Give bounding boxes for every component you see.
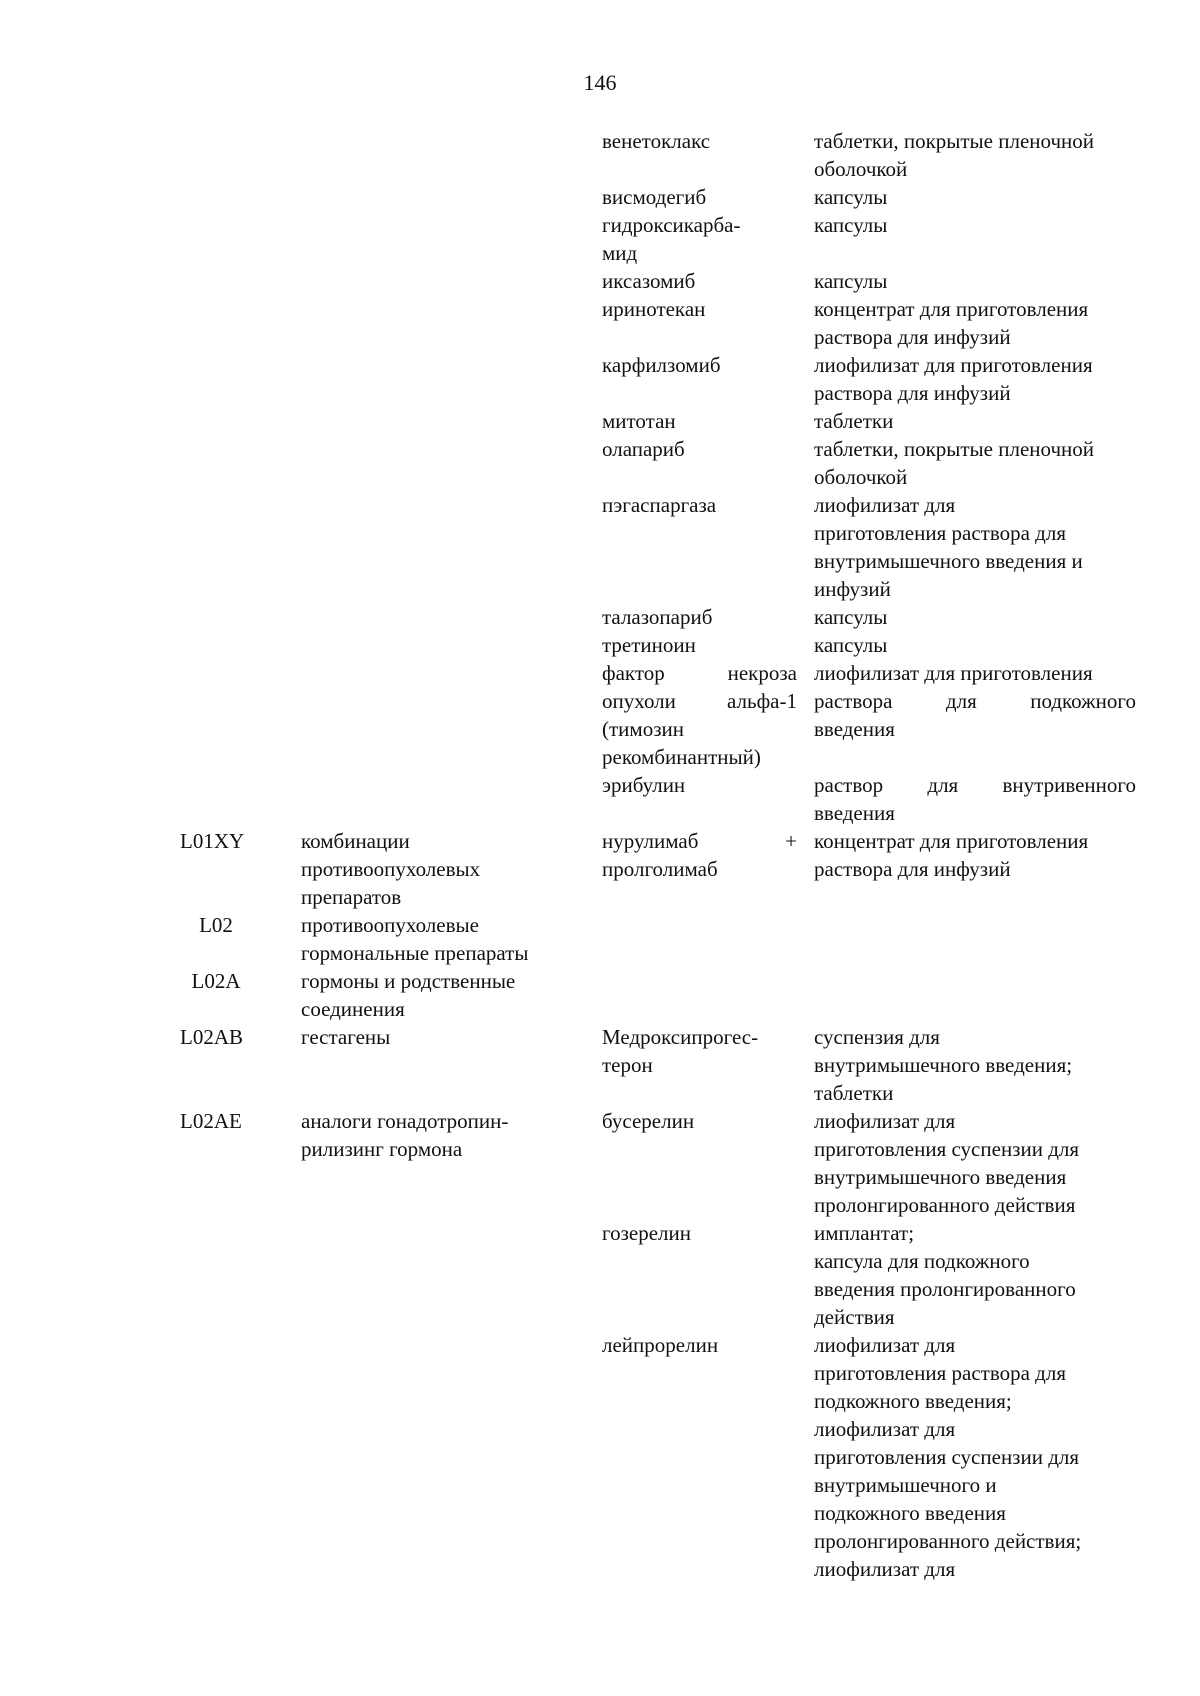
drug-name-line: иксазомиб bbox=[602, 269, 696, 293]
drug-name-line: нурулимаб + bbox=[602, 829, 797, 853]
drug-name-line: талазопариб bbox=[602, 605, 713, 629]
dosage-form-line: таблетки, покрытые пленочной bbox=[814, 129, 1095, 153]
drug-name bbox=[602, 491, 716, 519]
drug-name-line: фактор некроза bbox=[602, 661, 797, 685]
dosage-form-line: капсулы bbox=[814, 185, 888, 209]
atc-code: L01XY bbox=[180, 829, 245, 853]
dosage-form-line: подкожного введения bbox=[814, 1501, 1006, 1525]
dosage-form-line: лиофилизат для приготовления bbox=[814, 353, 1093, 377]
drug-name-line: иринотекан bbox=[602, 297, 706, 321]
dosage-form-line: таблетки bbox=[814, 1081, 894, 1105]
dosage-form-line: введения пролонгированного bbox=[814, 1277, 1076, 1301]
drug-name-line: Медроксипрогес- bbox=[602, 1025, 759, 1049]
dosage-form-line: таблетки, покрытые пленочной bbox=[814, 437, 1095, 461]
drug-name bbox=[602, 267, 695, 295]
dosage-form bbox=[814, 407, 893, 435]
dosage-form bbox=[814, 771, 1136, 827]
drug-name bbox=[602, 435, 685, 463]
drug-name bbox=[602, 211, 740, 267]
dosage-form-line: капсулы bbox=[814, 213, 888, 237]
dosage-form bbox=[814, 127, 1094, 183]
drug-name bbox=[602, 771, 685, 799]
dosage-form bbox=[814, 295, 1088, 351]
anatomical-group bbox=[301, 1023, 390, 1051]
dosage-form-line: капсулы bbox=[814, 605, 888, 629]
drug-name bbox=[602, 1023, 758, 1079]
atc-code: L02AB bbox=[180, 1025, 243, 1049]
dosage-form-line: концентрат для приготовления bbox=[814, 297, 1089, 321]
drug-name-line: гозерелин bbox=[602, 1221, 691, 1245]
dosage-form-line: введения bbox=[814, 717, 895, 741]
dosage-form-line: введения bbox=[814, 801, 895, 825]
dosage-form bbox=[814, 1219, 1076, 1331]
dosage-form bbox=[814, 1331, 1081, 1583]
drug-name bbox=[602, 351, 721, 379]
anatomical-group bbox=[301, 827, 480, 911]
dosage-form bbox=[814, 1107, 1079, 1219]
dosage-form-line: внутримышечного введения и bbox=[814, 549, 1083, 573]
dosage-form bbox=[814, 1023, 1072, 1107]
anatomical-group-line: гестагены bbox=[301, 1025, 391, 1049]
dosage-form bbox=[814, 183, 887, 211]
atc-code: L02 bbox=[199, 913, 233, 937]
dosage-form-line: раствор для внутривенного bbox=[814, 773, 1136, 797]
drug-name bbox=[602, 827, 797, 883]
drug-name-line: эрибулин bbox=[602, 773, 686, 797]
anatomical-group-line: противоопухолевых bbox=[301, 857, 481, 881]
anatomical-group-line: гормональные препараты bbox=[301, 941, 529, 965]
dosage-form-line: капсула для подкожного bbox=[814, 1249, 1030, 1273]
dosage-form-line: пролонгированного действия; bbox=[814, 1529, 1082, 1553]
dosage-form bbox=[814, 211, 887, 239]
drug-name-line: мид bbox=[602, 241, 638, 265]
dosage-form bbox=[814, 267, 887, 295]
dosage-form bbox=[814, 491, 1083, 603]
dosage-form bbox=[814, 435, 1094, 491]
drug-name-line: висмодегиб bbox=[602, 185, 707, 209]
dosage-form-line: имплантат; bbox=[814, 1221, 915, 1245]
dosage-form-line: внутримышечного введения; bbox=[814, 1053, 1073, 1077]
anatomical-group-line: противоопухолевые bbox=[301, 913, 479, 937]
drug-name bbox=[602, 127, 710, 155]
dosage-form-line: раствора для подкожного bbox=[814, 689, 1136, 713]
dosage-form-line: приготовления раствора для bbox=[814, 1361, 1066, 1385]
drug-name-line: олапариб bbox=[602, 437, 685, 461]
drug-name bbox=[602, 603, 712, 631]
dosage-form-line: оболочкой bbox=[814, 157, 908, 181]
dosage-form-line: приготовления суспензии для bbox=[814, 1137, 1080, 1161]
anatomical-group-line: препаратов bbox=[301, 885, 402, 909]
drug-name-line: карфилзомиб bbox=[602, 353, 721, 377]
dosage-form-line: оболочкой bbox=[814, 465, 908, 489]
dosage-form-line: приготовления раствора для bbox=[814, 521, 1066, 545]
drug-name-line: бусерелин bbox=[602, 1109, 695, 1133]
dosage-form-line: лиофилизат для bbox=[814, 1109, 956, 1133]
dosage-form bbox=[814, 827, 1088, 883]
drug-name-line: венетоклакс bbox=[602, 129, 711, 153]
dosage-form bbox=[814, 351, 1093, 407]
drug-name-line: рекомбинантный) bbox=[602, 745, 761, 769]
anatomical-group bbox=[301, 1107, 508, 1163]
dosage-form-line: раствора для инфузий bbox=[814, 381, 1011, 405]
dosage-form-line: капсулы bbox=[814, 633, 888, 657]
dosage-form-line: внутримышечного введения bbox=[814, 1165, 1067, 1189]
dosage-form-line: подкожного введения; bbox=[814, 1389, 1012, 1413]
dosage-form-line: лиофилизат для bbox=[814, 1333, 956, 1357]
anatomical-group-line: комбинации bbox=[301, 829, 410, 853]
drug-name-line: опухоли альфа-1 bbox=[602, 689, 797, 713]
anatomical-group-line: аналоги гонадотропин- bbox=[301, 1109, 509, 1133]
drug-name-line: лейпрорелин bbox=[602, 1333, 719, 1357]
dosage-form-line: лиофилизат для приготовления bbox=[814, 661, 1093, 685]
dosage-form-line: концентрат для приготовления bbox=[814, 829, 1089, 853]
dosage-form-line: лиофилизат для bbox=[814, 493, 956, 517]
anatomical-group-line: рилизинг гормона bbox=[301, 1137, 463, 1161]
dosage-form-line: инфузий bbox=[814, 577, 891, 601]
anatomical-group bbox=[301, 911, 528, 967]
drug-name-line: гидроксикарба- bbox=[602, 213, 741, 237]
dosage-form-line: таблетки bbox=[814, 409, 894, 433]
drug-name-line: митотан bbox=[602, 409, 676, 433]
anatomical-group-line: соединения bbox=[301, 997, 405, 1021]
drug-name-line: пролголимаб bbox=[602, 857, 718, 881]
page-number: 146 bbox=[583, 70, 617, 95]
dosage-form-line: капсулы bbox=[814, 269, 888, 293]
dosage-form-line: приготовления суспензии для bbox=[814, 1445, 1080, 1469]
anatomical-group bbox=[301, 967, 515, 1023]
dosage-form-line: действия bbox=[814, 1305, 895, 1329]
drug-name bbox=[602, 631, 696, 659]
drug-name-line: пэгаспаргаза bbox=[602, 493, 717, 517]
dosage-form bbox=[814, 659, 1136, 743]
dosage-form-line: лиофилизат для bbox=[814, 1557, 956, 1581]
dosage-form-line: раствора для инфузий bbox=[814, 857, 1011, 881]
dosage-form bbox=[814, 631, 887, 659]
dosage-form-line: пролонгированного действия bbox=[814, 1193, 1076, 1217]
dosage-form-line: раствора для инфузий bbox=[814, 325, 1011, 349]
drug-name bbox=[602, 1219, 691, 1247]
drug-name-line: терон bbox=[602, 1053, 653, 1077]
dosage-form-line: суспензия для bbox=[814, 1025, 940, 1049]
atc-code: L02AE bbox=[180, 1109, 242, 1133]
dosage-form bbox=[814, 603, 887, 631]
drug-name bbox=[602, 183, 706, 211]
drug-name bbox=[602, 295, 705, 323]
drug-name-line: (тимозин bbox=[602, 717, 684, 741]
dosage-form-line: внутримышечного и bbox=[814, 1473, 997, 1497]
drug-name-line: третиноин bbox=[602, 633, 696, 657]
drug-name bbox=[602, 659, 797, 771]
dosage-form-line: лиофилизат для bbox=[814, 1417, 956, 1441]
drug-name bbox=[602, 1331, 718, 1359]
atc-code: L02A bbox=[191, 969, 241, 993]
anatomical-group-line: гормоны и родственные bbox=[301, 969, 516, 993]
drug-name bbox=[602, 1107, 694, 1135]
drug-name bbox=[602, 407, 676, 435]
